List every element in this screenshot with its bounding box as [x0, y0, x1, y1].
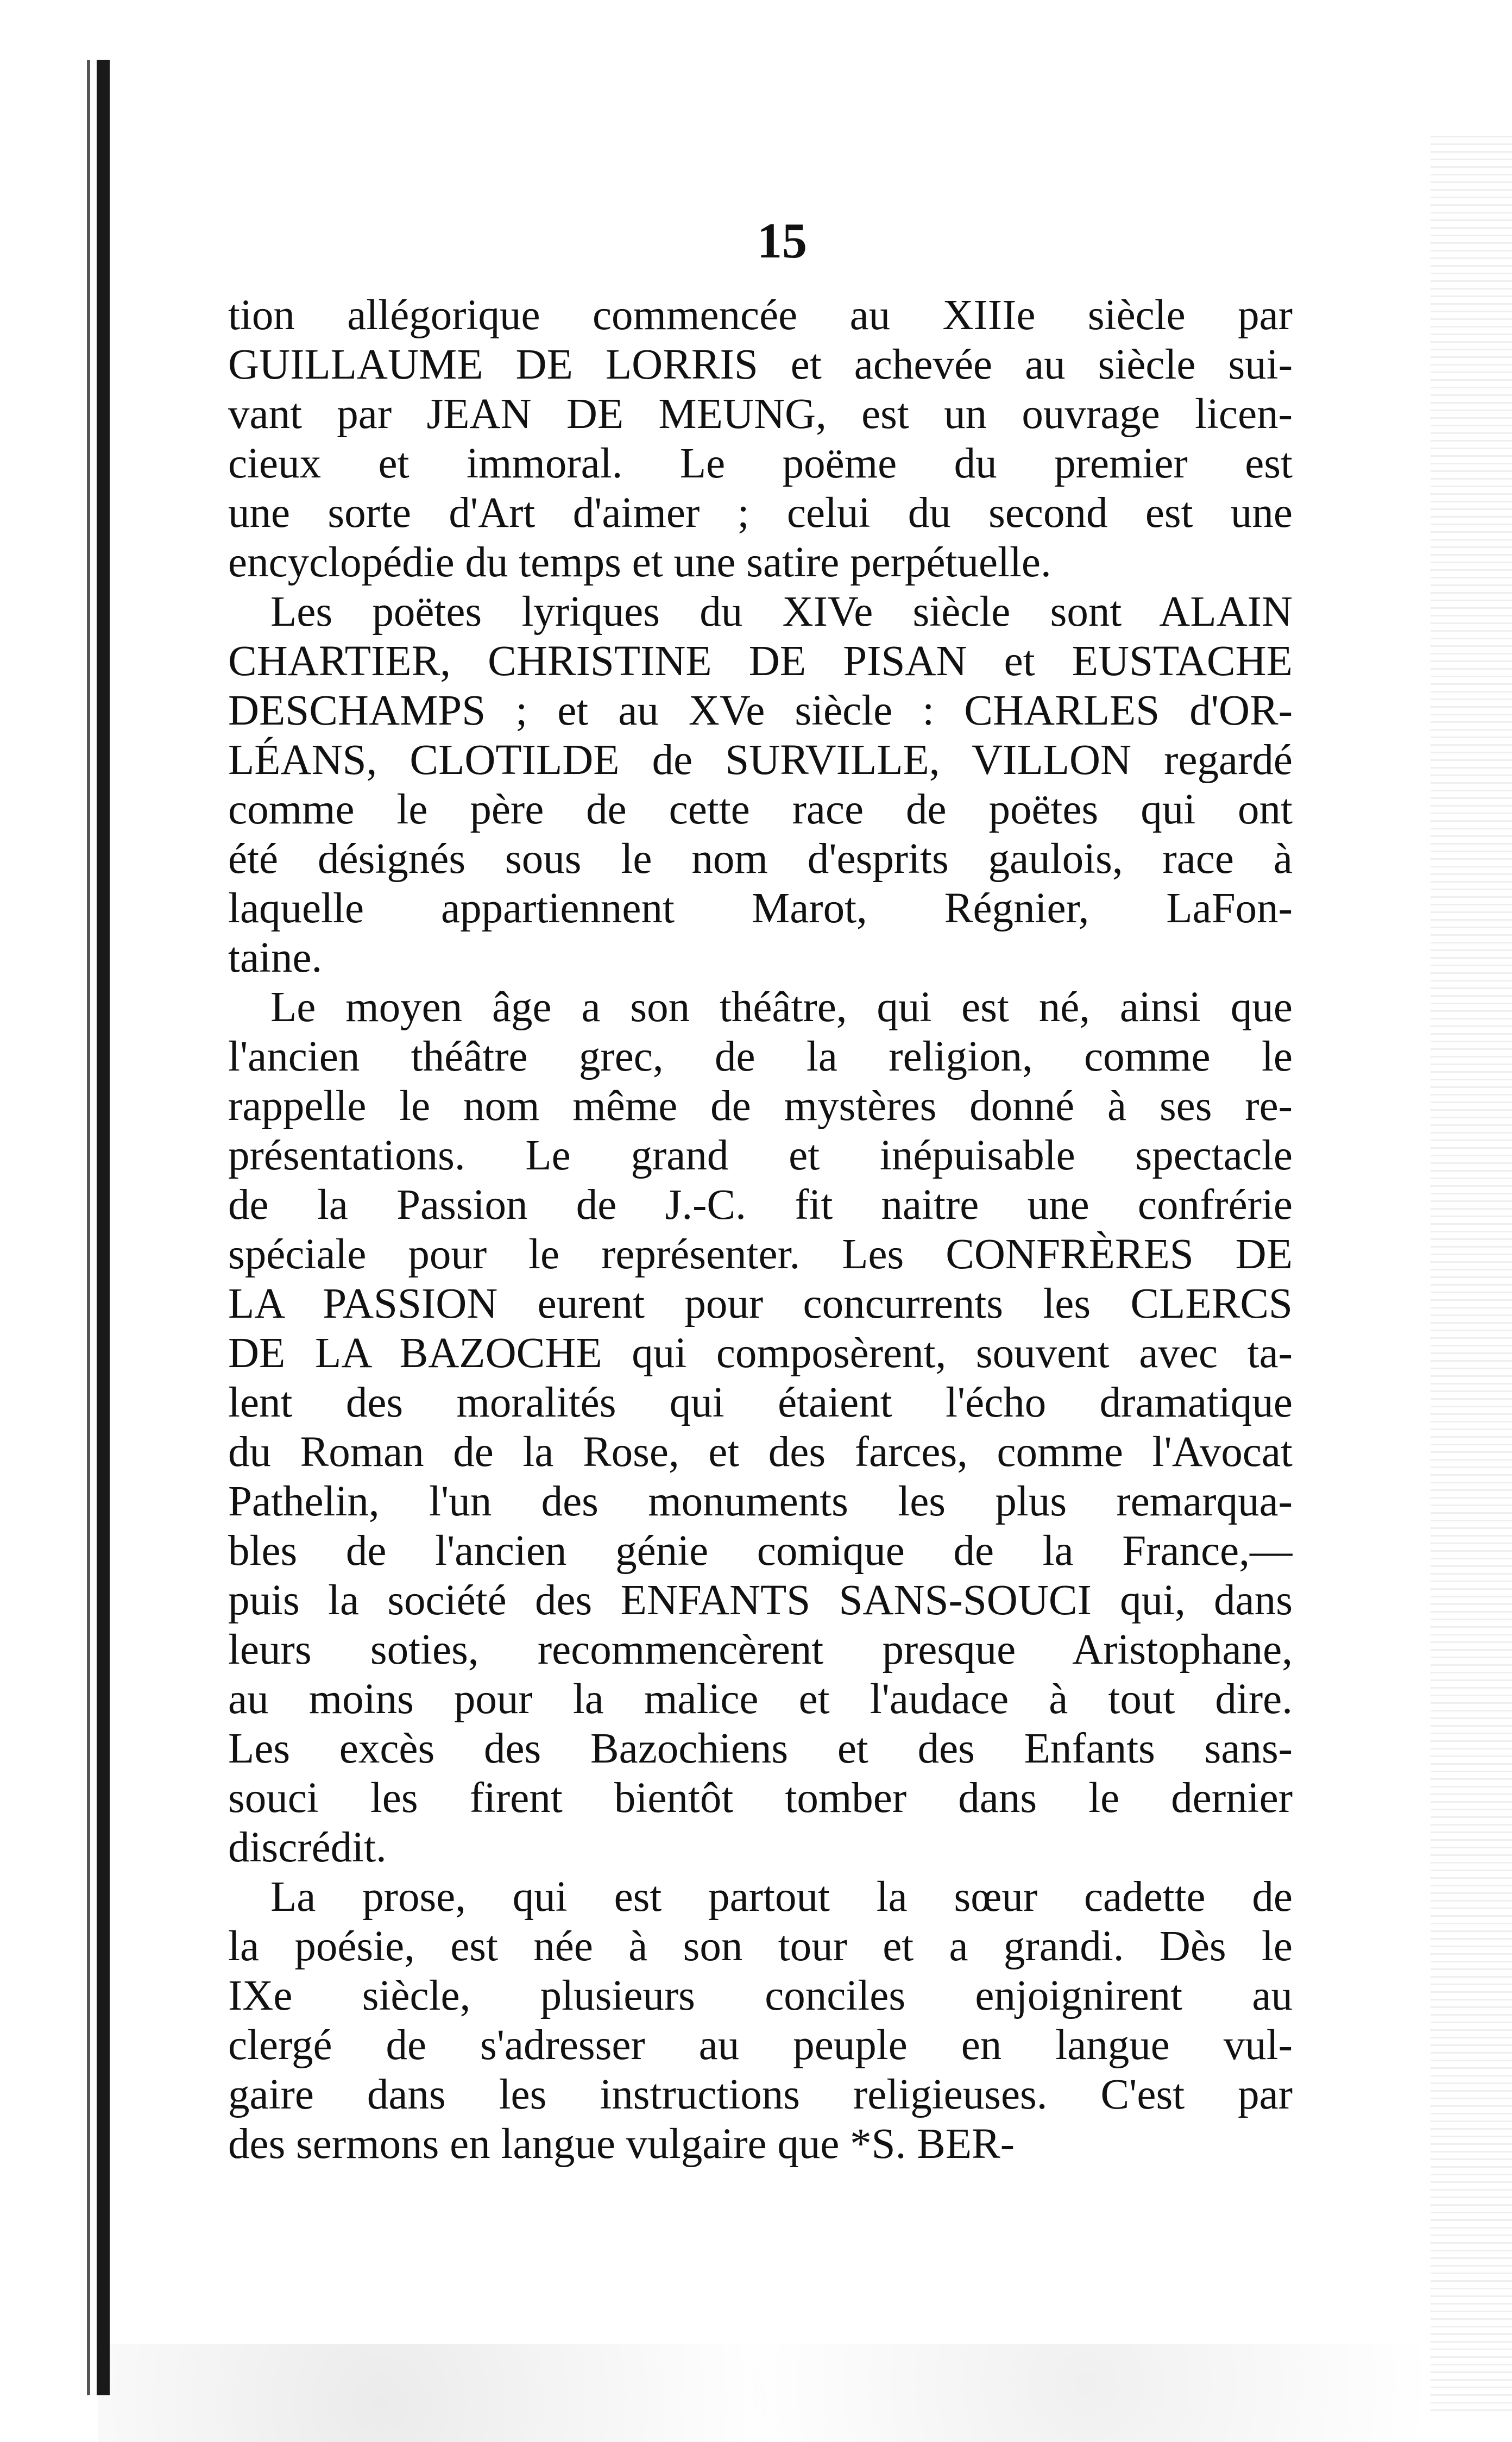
page-edge-noise	[1431, 136, 1512, 2417]
text-line: une sorte d'Art d'aimer ; celui du second est une	[228, 489, 1293, 537]
text-line: leurs soties, recommencèrent presque Aristophane,	[228, 1626, 1293, 1673]
text-line: Le moyen âge a son théâtre, qui est né, ainsi que	[270, 984, 1293, 1031]
text-line: DE LA BAZOCHE qui composèrent, souvent avec ta-	[228, 1330, 1293, 1377]
document-body	[228, 291, 1293, 2169]
text-line: été désignés sous le nom d'esprits gaulois, race à	[228, 835, 1293, 883]
text-line: la poésie, est née à son tour et a grandi. Dès le	[228, 1923, 1293, 1970]
text-line: puis la société des ENFANTS SANS-SOUCI qui, dans	[228, 1577, 1293, 1624]
text-line: clergé de s'adresser au peuple en langue vul-	[228, 2022, 1293, 2069]
text-line: Les excès des Bazochiens et des Enfants sans-	[228, 1725, 1293, 1772]
text-line: au moins pour la malice et l'audace à tout dire.	[228, 1676, 1293, 1723]
text-line: La prose, qui est partout la sœur cadette de	[270, 1873, 1293, 1921]
text-line: l'ancien théâtre grec, de la religion, comme le	[228, 1033, 1293, 1080]
text-line: LÉANS, CLOTILDE de SURVILLE, VILLON regardé	[228, 737, 1293, 784]
text-line: souci les firent bientôt tomber dans le dernier	[228, 1774, 1293, 1822]
text-line: LA PASSION eurent pour concurrents les CLERCS	[228, 1280, 1293, 1327]
text-line: comme le père de cette race de poëtes qui ont	[228, 786, 1293, 833]
binding-edge	[87, 60, 90, 2395]
text-line: tion allégorique commencée au XIIIe siècle par	[228, 292, 1293, 339]
text-line: lent des moralités qui étaient l'écho dramatique	[228, 1379, 1293, 1426]
page-number: 15	[757, 213, 807, 268]
text-line: laquelle appartiennent Marot, Régnier, LaFon-	[228, 885, 1293, 932]
text-line: rappelle le nom même de mystères donné à ses re-	[228, 1082, 1293, 1130]
binding-shadow	[97, 60, 110, 2395]
text-line: de la Passion de J.-C. fit naitre une confrérie	[228, 1181, 1293, 1229]
text-line: GUILLAUME DE LORRIS et achevée au siècle sui-	[228, 341, 1293, 388]
text-line: présentations. Le grand et inépuisable spectacle	[228, 1132, 1293, 1179]
text-line: Les poëtes lyriques du XIVe siècle sont ALAIN	[270, 588, 1293, 635]
text-line: spéciale pour le représenter. Les CONFRÈRES DE	[228, 1231, 1293, 1278]
text-line: CHARTIER, CHRISTINE DE PISAN et EUSTACHE	[228, 638, 1293, 685]
text-line: IXe siècle, plusieurs conciles enjoignirent au	[228, 1972, 1293, 2019]
text-line: taine.	[228, 934, 323, 981]
text-line: Pathelin, l'un des monuments les plus remarqua-	[228, 1478, 1293, 1525]
text-line: cieux et immoral. Le poëme du premier est	[228, 440, 1293, 487]
text-line: vant par JEAN DE MEUNG, est un ouvrage licen-	[228, 391, 1293, 438]
text-line: bles de l'ancien génie comique de la France,—	[228, 1527, 1293, 1575]
text-line: discrédit.	[228, 1824, 387, 1871]
text-line: DESCHAMPS ; et au XVe siècle : CHARLES d'OR-	[228, 687, 1293, 734]
text-line: des sermons en langue vulgaire que *S. BER-	[228, 2120, 1015, 2168]
text-line: encyclopédie du temps et une satire perpétuelle.	[228, 539, 1051, 586]
text-line: gaire dans les instructions religieuses. C'est par	[228, 2071, 1293, 2118]
text-line: du Roman de la Rose, et des farces, comme l'Avocat	[228, 1428, 1293, 1476]
page-bottom-noise	[98, 2344, 1510, 2442]
